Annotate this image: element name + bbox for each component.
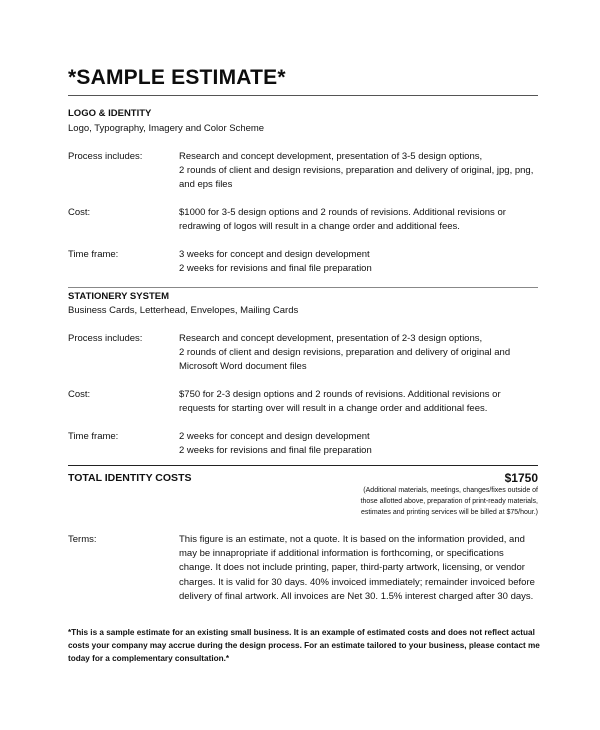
note-line: those allotted above, preparation of print-ready materials, — [360, 498, 538, 505]
timeframe-text — [179, 248, 539, 276]
footnote-line: *This is a sample estimate for an existing small business. It is an example of estimated costs and does not reflect actual — [68, 628, 535, 637]
text-line: 2 weeks for revisions and final file preparation — [179, 263, 372, 275]
title-divider — [68, 95, 538, 96]
process-label: Process includes: — [68, 151, 143, 162]
note-line: (Additional materials, meetings, changes/fixes outside of — [363, 487, 538, 494]
timeframe-label: Time frame: — [68, 431, 119, 442]
timeframe-label: Time frame: — [68, 249, 119, 260]
cost-label: Cost: — [68, 389, 91, 400]
section-subheading-logo-identity: Logo, Typography, Imagery and Color Scheme — [68, 123, 265, 134]
process-label: Process includes: — [68, 333, 143, 344]
text-line: This figure is an estimate, not a quote. It is based on the information provided, and — [179, 534, 525, 545]
terms-label: Terms: — [68, 534, 97, 545]
footnote-line: today for a complementary consultation.* — [68, 653, 230, 663]
text-line: redrawing of logos will result in a change order and additional fees. — [179, 221, 460, 233]
cost-text — [179, 388, 539, 416]
text-line: Microsoft Word document files — [179, 361, 307, 373]
page-title: *SAMPLE ESTIMATE* — [68, 66, 286, 89]
text-line: and eps files — [179, 179, 233, 191]
text-line: change. It does not include printing, paper, third-party artwork, licensing, or vendor — [179, 562, 525, 574]
note-line: estimates and printing services will be billed at $75/hour.) — [360, 509, 538, 516]
cost-text — [179, 206, 539, 234]
process-text — [179, 150, 539, 193]
section-subheading-stationery-system: Business Cards, Letterhead, Envelopes, Mailing Cards — [68, 305, 299, 316]
text-line: 2 weeks for concept and design development — [179, 431, 370, 442]
total-divider — [68, 465, 538, 466]
text-line: $750 for 2-3 design options and 2 rounds of revisions. Additional revisions or — [179, 389, 501, 400]
text-line: 2 rounds of client and design revisions, preparation and delivery of original and — [179, 347, 511, 359]
total-note — [318, 485, 538, 518]
footnote-line: costs your company may accrue during the design process. For an estimate tailored to your business, please contact me — [68, 640, 540, 650]
text-line: 3 weeks for concept and design development — [179, 249, 370, 260]
terms-text — [179, 533, 539, 604]
text-line: charges. It is valid for 30 days. 40% invoiced immediately; remainder invoiced before — [179, 576, 535, 588]
section-divider — [68, 287, 538, 288]
text-line: Research and concept development, presentation of 2-3 design options, — [179, 333, 483, 344]
text-line: may be innapropriate if additional information is forthcoming, or specifications — [179, 548, 504, 560]
section-heading-stationery-system: STATIONERY SYSTEM — [68, 291, 169, 302]
text-line: delivery of final artwork. All invoices are Net 30. 1.5% interest charged after 30 days. — [179, 590, 534, 602]
cost-label: Cost: — [68, 207, 91, 218]
total-amount: $1750 — [504, 471, 538, 485]
footnote — [68, 627, 543, 665]
process-text — [179, 332, 539, 375]
text-line: requests for starting over will result in a change order and additional fees. — [179, 403, 488, 415]
total-label: TOTAL IDENTITY COSTS — [68, 472, 192, 484]
timeframe-text — [179, 430, 539, 458]
section-heading-logo-identity: LOGO & IDENTITY — [68, 108, 152, 119]
text-line: 2 weeks for revisions and final file preparation — [179, 445, 372, 457]
text-line: $1000 for 3-5 design options and 2 rounds of revisions. Additional revisions or — [179, 207, 506, 218]
text-line: 2 rounds of client and design revisions, preparation and delivery of original, jpg, png, — [179, 165, 534, 177]
text-line: Research and concept development, presentation of 3-5 design options, — [179, 151, 483, 162]
